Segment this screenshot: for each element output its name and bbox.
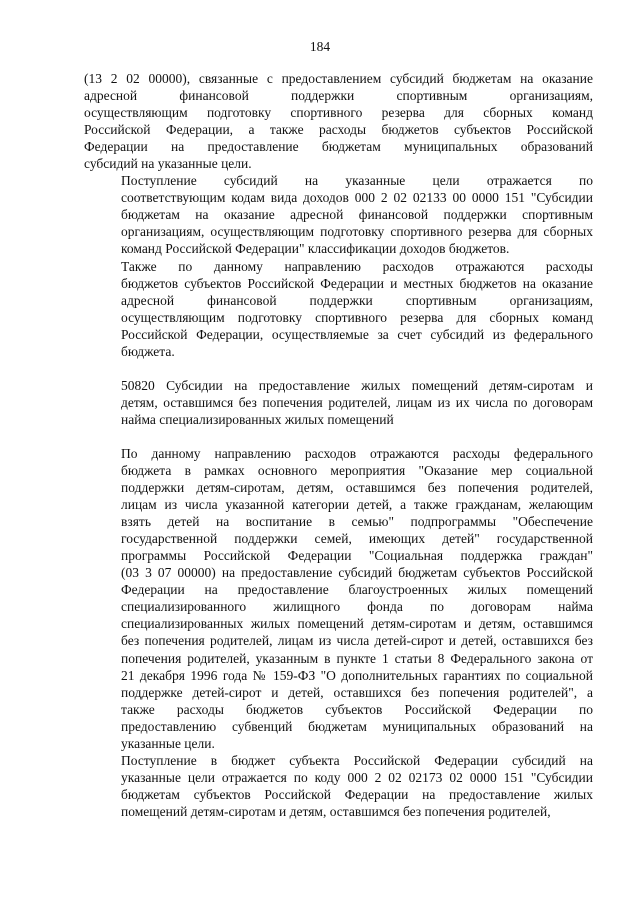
paragraph-2 — [84, 172, 593, 257]
text-line: без попечения родителей, лицам из числа детей-сирот и детей, оставшихся без — [121, 633, 593, 649]
text-line: указанные цели. — [121, 735, 215, 751]
paragraph-1 — [84, 70, 593, 172]
text-line: государственной поддержки семей, имеющих детей" государственной — [121, 531, 593, 547]
text-line: соответствующим кодам вида доходов 000 2 02 02133 00 0000 151 "Субсидии — [121, 190, 593, 206]
text-line: осуществляющим подготовку спортивного резерва для сборных команд — [121, 309, 593, 325]
text-line: бюджетов субъектов Российской Федерации и местных бюджетов на оказание — [121, 275, 593, 291]
text-line: попечения родителей, указанным в пункте 1 статьи 8 Федерального закона от — [121, 650, 593, 666]
text-line: (13 2 02 00000), связанные с предоставлением субсидий бюджетам на оказание — [84, 71, 593, 86]
text-line: бюджета. — [121, 343, 175, 359]
text-line: предоставлению субвенций бюджетам муниципальных образований на — [121, 718, 593, 734]
text-line: Федерации на предоставление бюджетам муниципальных образований — [84, 139, 593, 155]
document-body — [84, 70, 593, 820]
text-line: бюджета в рамках основного мероприятия "Оказание мер социальной — [121, 462, 593, 478]
text-line: субсидий на указанные цели. — [84, 156, 252, 172]
paragraph-4 — [84, 445, 593, 752]
text-line: детям, оставшимся без попечения родителей, лицам из их числа по договорам — [121, 394, 593, 410]
text-line: специализированных жилых помещений детям-сиротам и детям, оставшимся — [121, 616, 593, 632]
text-line: Российской Федерации, осуществляемые за счет субсидий из федерального — [121, 326, 593, 342]
text-line: специализированного жилищного фонда по договорам найма — [121, 599, 593, 615]
text-line: указанные цели отражается по коду 000 2 02 02173 02 0000 151 "Субсидии — [121, 769, 593, 785]
text-line: лицам из числа указанной категории детей, а также гражданам, желающим — [121, 497, 593, 513]
text-line: (03 3 07 00000) на предоставление субсидий бюджетам субъектов Российской — [121, 565, 593, 581]
text-line: бюджетам субъектов Российской Федерации на предоставление жилых — [121, 786, 593, 802]
paragraph-3 — [84, 258, 593, 360]
text-line: Федерации на предоставление благоустроенных жилых помещений — [121, 582, 593, 598]
text-line: Поступление субсидий на указанные цели отражается по — [121, 173, 593, 189]
text-line: осуществляющим подготовку спортивного резерва для сборных команд — [84, 105, 593, 121]
text-line: организациям, осуществляющим подготовку спортивного резерва для сборных — [121, 224, 593, 240]
text-line: также расходы бюджетов субъектов Российской Федерации по — [121, 701, 593, 717]
text-line: По данному направлению расходов отражаются расходы федерального — [121, 445, 593, 461]
text-line: взять детей на воспитание в семью" подпрограммы "Обеспечение — [121, 514, 593, 530]
text-line: Поступление в бюджет субъекта Российской Федерации субсидий на — [121, 752, 593, 768]
text-line: команд Российской Федерации" классификации доходов бюджетов. — [121, 241, 510, 257]
page-number: 184 — [309, 39, 331, 54]
text-line: поддержки детям-сиротам, детям, оставшимся без попечения родителей, — [121, 480, 593, 496]
text-line: поддержке детей-сирот и детей, оставшихся без попечения родителей", а — [121, 684, 593, 700]
paragraph-5 — [84, 752, 593, 820]
text-line: Российской Федерации, а также расходы бюджетов субъектов Российской — [84, 122, 593, 138]
text-line: адресной финансовой поддержки спортивным организациям, — [84, 88, 593, 104]
text-line: помещений детям-сиротам и детям, оставшимся без попечения родителей, — [121, 803, 551, 819]
text-line: Также по данному направлению расходов отражаются расходы — [121, 258, 593, 274]
text-line: 50820 Субсидии на предоставление жилых помещений детям-сиротам и — [121, 377, 593, 393]
section-heading — [84, 377, 593, 428]
text-line: бюджетам на оказание адресной финансовой поддержки спортивным — [121, 207, 593, 223]
text-line: найма специализированных жилых помещений — [121, 411, 394, 427]
text-line: программы Российской Федерации "Социальная поддержка граждан" — [121, 548, 593, 564]
text-line: адресной финансовой поддержки спортивным организациям, — [121, 292, 593, 308]
text-line: 21 декабря 1996 года № 159-ФЗ "О дополнительных гарантиях по социальной — [121, 667, 593, 683]
